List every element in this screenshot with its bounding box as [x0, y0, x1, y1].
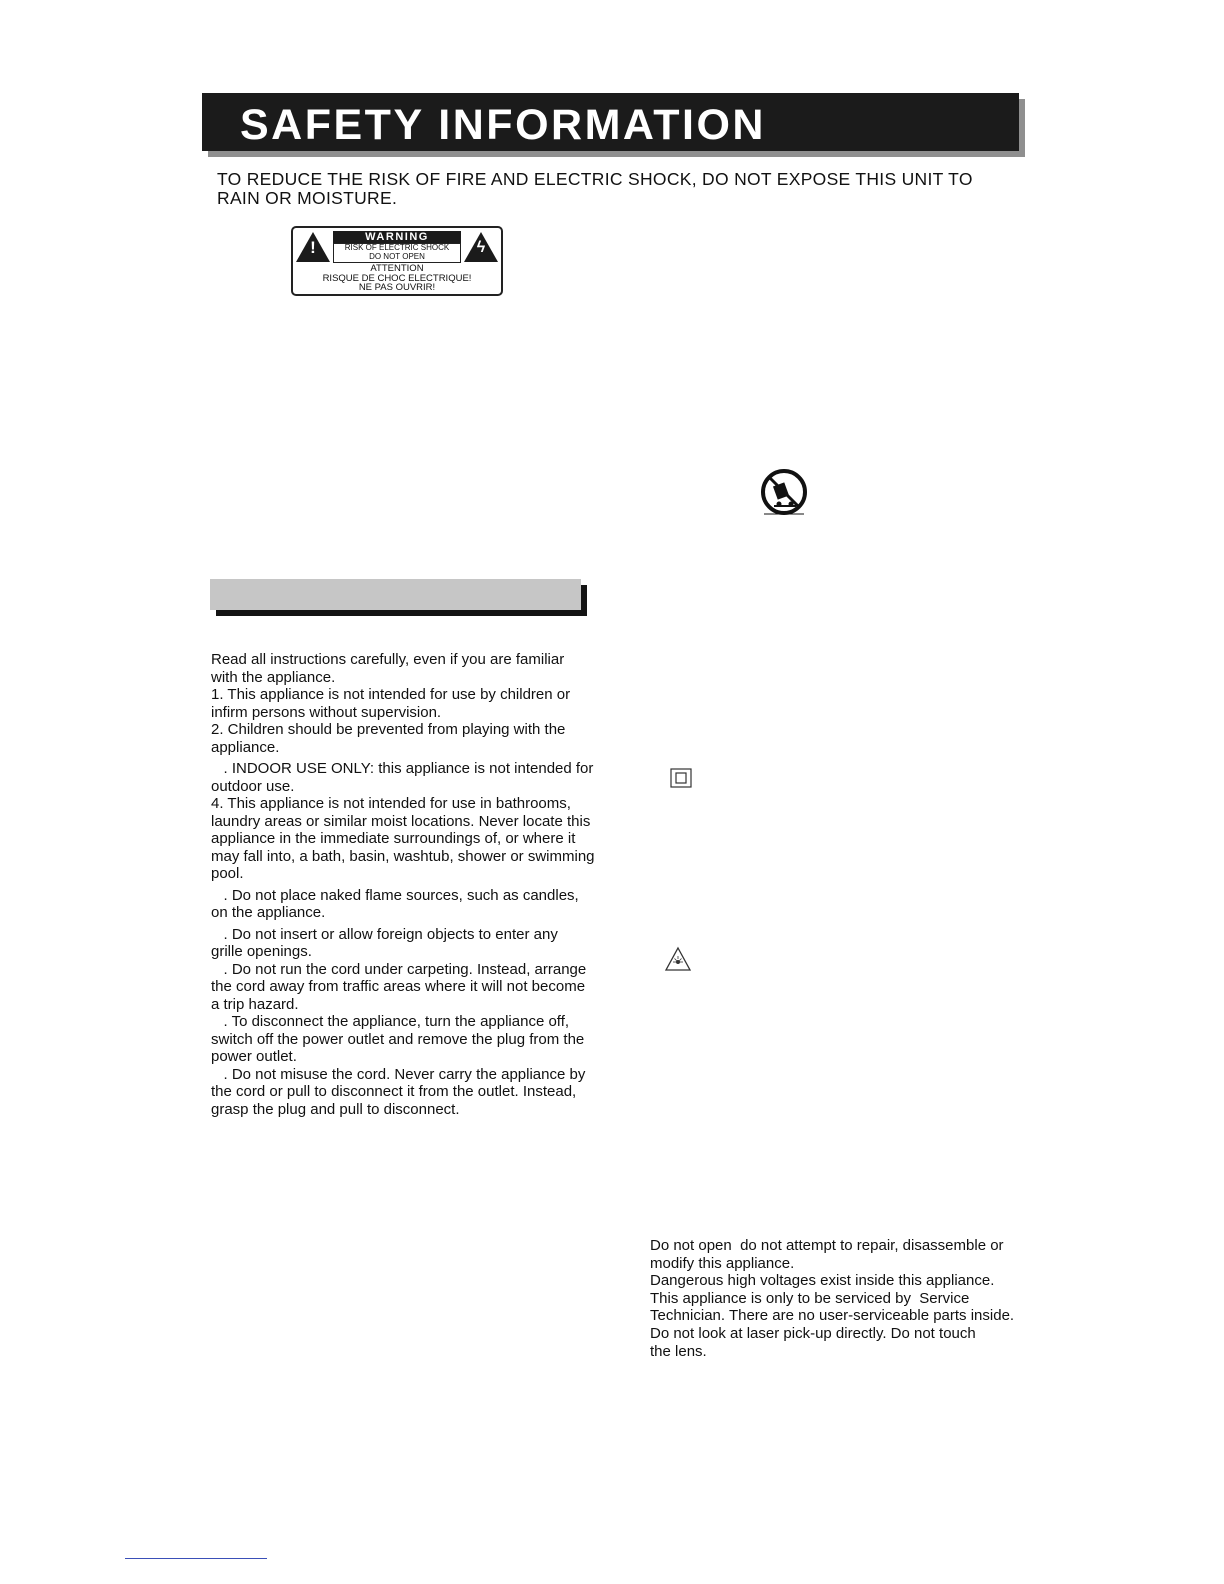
instruction-line: the cord or pull to disconnect it from the outlet. Instead,: [211, 1083, 577, 1100]
instruction-line: . Do not misuse the cord. Never carry the appliance by: [211, 1065, 586, 1083]
page-title: SAFETY INFORMATION: [240, 101, 766, 149]
footer-rule: [125, 1558, 267, 1559]
service-note-line: Dangerous high voltages exist inside this appliance.: [650, 1272, 995, 1290]
section-heading-bar: [210, 579, 581, 610]
warning-sub-line: DO NOT OPEN: [369, 251, 425, 261]
service-note-line: This appliance is only to be serviced by Service: [650, 1289, 970, 1307]
instruction-line: . Do not insert or allow foreign objects to enter any: [211, 925, 558, 943]
intro-line: RAIN OR MOISTURE.: [217, 188, 398, 208]
instruction-line: 4. This appliance is not intended for use in bathrooms,: [211, 795, 571, 812]
instruction-line: may fall into, a bath, basin, washtub, shower or swimming: [211, 847, 595, 865]
warning-french-line: NE PAS OUVRIR!: [358, 282, 436, 293]
instruction-line: . To disconnect the appliance, turn the appliance off,: [211, 1013, 570, 1030]
instruction-line: pool.: [211, 865, 244, 882]
instruction-line: appliance in the immediate surroundings of, or where it: [211, 830, 576, 847]
instruction-line: infirm persons without supervision.: [211, 703, 442, 721]
instruction-line: . Do not run the cord under carpeting. Instead, arrange: [211, 960, 587, 978]
double-insulation-icon: [670, 768, 692, 788]
instruction-line: appliance.: [211, 738, 280, 756]
service-note-line: the lens.: [650, 1342, 707, 1360]
instruction-line: . INDOOR USE ONLY: this appliance is not intended for: [211, 760, 594, 777]
warning-heading: WARNING: [333, 231, 461, 243]
electric-shock-warning-label: [291, 226, 503, 296]
service-warning-note: [650, 1237, 1050, 1360]
instruction-line: 1. This appliance is not intended for use by children or: [211, 686, 571, 703]
service-note-line: Do not open do not attempt to repair, disassemble or: [650, 1237, 1004, 1254]
warning-french-line: RISQUE DE CHOC ELECTRIQUE!: [322, 273, 472, 284]
instruction-line: laundry areas or similar moist locations. Never locate this: [211, 812, 591, 830]
instruction-line: . Do not place naked flame sources, such as candles,: [211, 886, 579, 904]
instruction-line: on the appliance.: [211, 904, 326, 921]
intro-warning: [217, 170, 1017, 208]
instruction-line: grille openings.: [211, 943, 312, 960]
instruction-line: outdoor use.: [211, 777, 295, 795]
instruction-line: with the appliance.: [211, 668, 336, 686]
service-note-line: Technician. There are no user-serviceable parts inside.: [650, 1307, 1015, 1325]
instruction-line: the cord away from traffic areas where it will not become: [211, 978, 586, 995]
lightning-mark: ϟ: [476, 239, 486, 256]
instruction-line: power outlet.: [211, 1048, 297, 1065]
instruction-line: a trip hazard.: [211, 995, 299, 1013]
safety-instructions: [211, 651, 621, 1118]
instruction-line: grasp the plug and pull to disconnect.: [211, 1100, 460, 1118]
warning-subtext: [333, 243, 461, 263]
exclamation-mark: !: [310, 238, 316, 257]
instruction-line: switch off the power outlet and remove the plug from the: [211, 1030, 585, 1048]
instruction-line: Read all instructions carefully, even if you are familiar: [211, 651, 565, 668]
instruction-line: 2. Children should be prevented from playing with the: [211, 721, 566, 738]
service-note-line: Do not look at laser pick-up directly. Do not touch: [650, 1324, 976, 1342]
warning-sub-line: RISK OF ELECTRIC SHOCK: [344, 243, 450, 252]
warning-french-line: ATTENTION: [370, 263, 424, 274]
intro-line: TO REDUCE THE RISK OF FIRE AND ELECTRIC SHOCK, DO NOT EXPOSE THIS UNIT TO: [217, 169, 973, 189]
laser-warning-icon: [664, 946, 692, 972]
cart-tip-over-warning-icon: [760, 468, 808, 516]
service-note-line: modify this appliance.: [650, 1254, 795, 1272]
